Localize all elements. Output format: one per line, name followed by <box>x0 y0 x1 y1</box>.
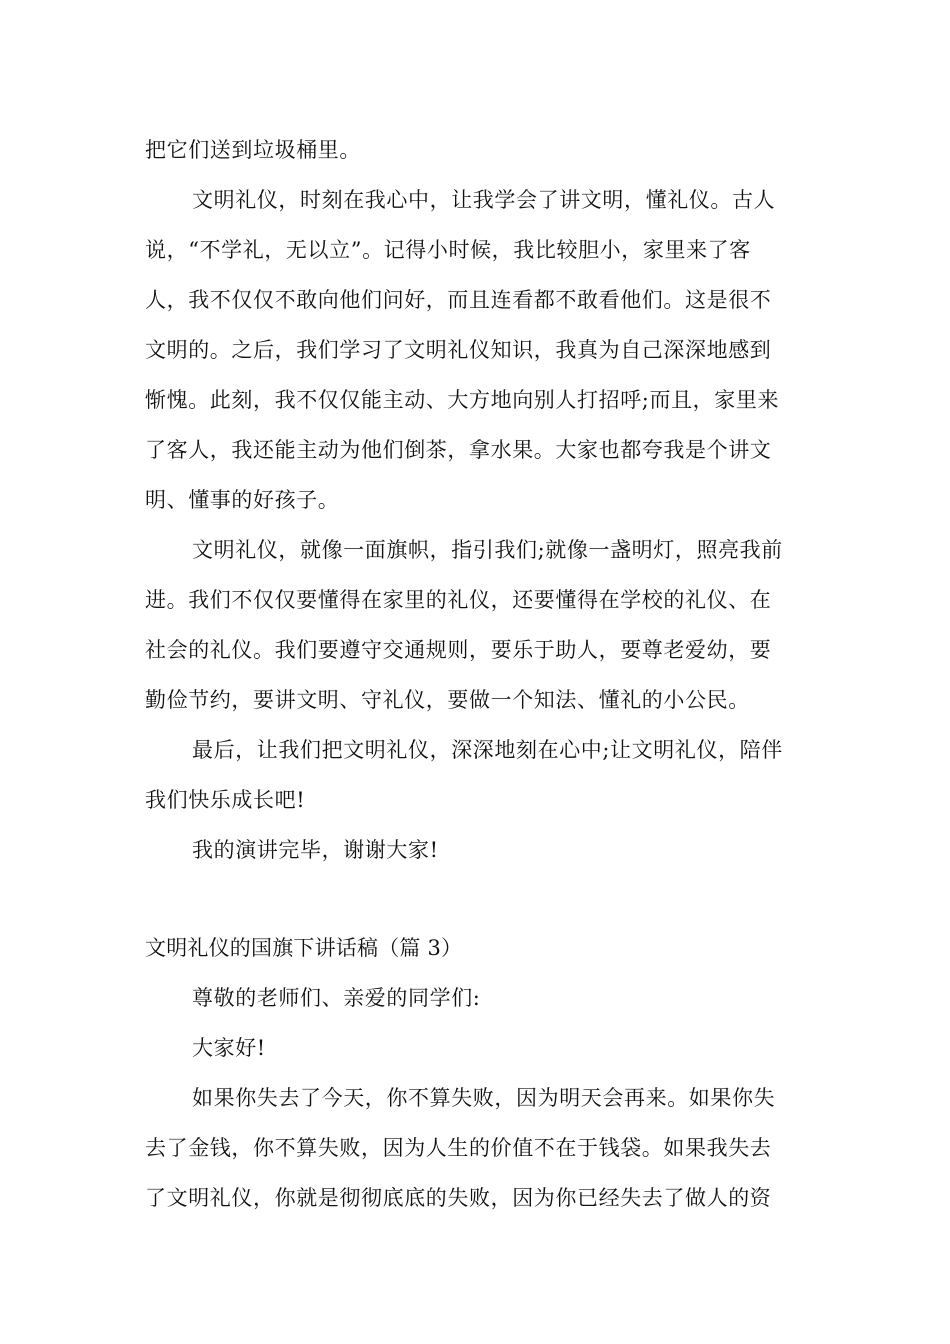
paragraph-line: 我的演讲完毕，谢谢大家! <box>192 838 439 862</box>
paragraph-line: 文明礼仪，就像一面旗帜，指引我们;就像一盏明灯，照亮我前 <box>192 538 783 562</box>
paragraph-line: 说，“不学礼，无以立”。记得小时候，我比较胆小，家里来了客 <box>145 238 751 262</box>
paragraph-line: 如果你失去了今天，你不算失败，因为明天会再来。如果你失 <box>192 1086 776 1110</box>
paragraph-line: 人，我不仅仅不敢向他们问好，而且连看都不敢看他们。这是很不 <box>145 288 772 312</box>
salutation-line: 尊敬的老师们、亲爱的同学们: <box>192 986 481 1010</box>
paragraph-line: 最后，让我们把文明礼仪，深深地刻在心中;让文明礼仪，陪伴 <box>192 738 783 762</box>
greeting-line: 大家好! <box>192 1036 266 1060</box>
section-heading: 文明礼仪的国旗下讲话稿（篇 3） <box>145 936 463 960</box>
paragraph-line: 文明礼仪，时刻在我心中，让我学会了讲文明，懂礼仪。古人 <box>192 188 776 212</box>
paragraph-line: 我们快乐成长吧! <box>145 788 306 812</box>
paragraph-line: 了客人，我还能主动为他们倒茶，拿水果。大家也都夸我是个讲文 <box>145 438 772 462</box>
paragraph-line: 惭愧。此刻，我不仅仅能主动、大方地向别人打招呼;而且，家里来 <box>145 388 780 412</box>
paragraph-line: 把它们送到垃圾桶里。 <box>145 138 361 162</box>
paragraph-line: 文明的。之后，我们学习了文明礼仪知识，我真为自己深深地感到 <box>145 338 772 362</box>
paragraph-line: 去了金钱，你不算失败，因为人生的价值不在于钱袋。如果我失去 <box>145 1136 772 1160</box>
paragraph-line: 社会的礼仪。我们要遵守交通规则，要乐于助人，要尊老爱幼，要 <box>145 638 772 662</box>
paragraph-line: 了文明礼仪，你就是彻彻底底的失败，因为你已经失去了做人的资 <box>145 1186 772 1210</box>
paragraph-line: 明、懂事的好孩子。 <box>145 488 340 512</box>
paragraph-line: 勤俭节约，要讲文明、守礼仪，要做一个知法、懂礼的小公民。 <box>145 688 750 712</box>
paragraph-line: 进。我们不仅仅要懂得在家里的礼仪，还要懂得在学校的礼仪、在 <box>145 588 772 612</box>
